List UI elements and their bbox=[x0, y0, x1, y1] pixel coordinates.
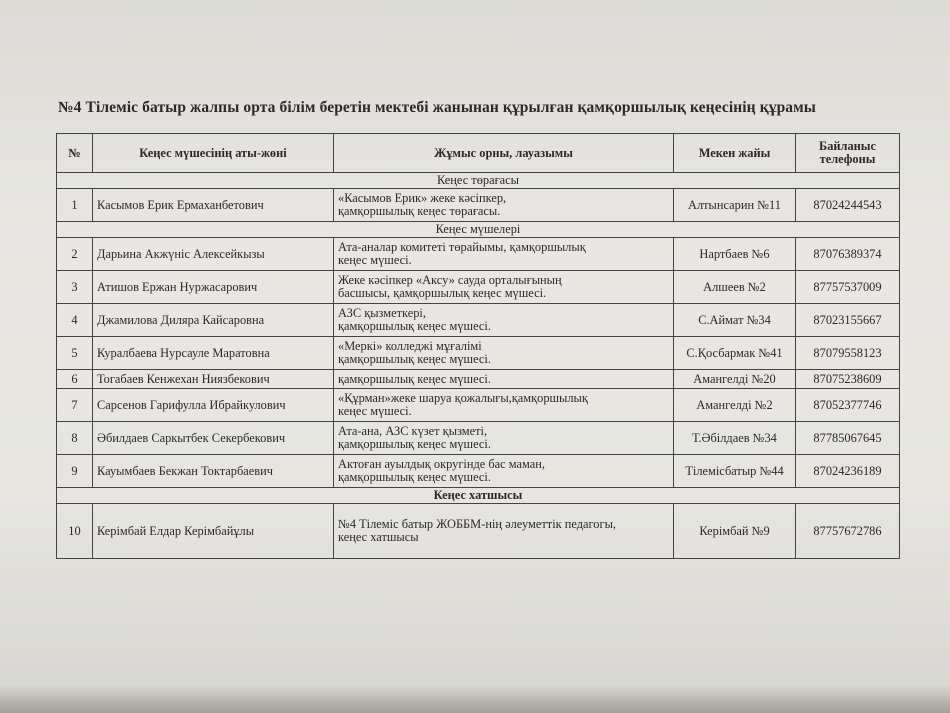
member-name: Куралбаева Нурсауле Маратовна bbox=[93, 337, 334, 370]
member-address: Амангелді №2 bbox=[674, 389, 796, 422]
section-title-secretary: Кеңес хатшысы bbox=[57, 488, 900, 504]
member-name: Дарьина Акжүніс Алексейкызы bbox=[93, 238, 334, 271]
member-job: Жеке кәсіпкер «Аксу» сауда орталығының басшысы, қамқоршылық кеңес мүшесі. bbox=[334, 271, 674, 304]
table-row: 3 Атишов Ержан Нуржасарович Жеке кәсіпкер «Аксу» сауда орталығының басшысы, қамқоршылық кеңес мүшесі. Алшеев №2 87757537009 bbox=[57, 271, 900, 304]
member-name: Атишов Ержан Нуржасарович bbox=[93, 271, 334, 304]
member-job: Ата-ана, АЗС күзет қызметі, қамқоршылық кеңес мүшесі. bbox=[334, 422, 674, 455]
member-phone: 87024236189 bbox=[796, 455, 900, 488]
member-job: «Меркі» колледжі мұғалімі қамқоршылық кеңес мүшесі. bbox=[334, 337, 674, 370]
table-row: 10 Керімбай Елдар Керімбайұлы №4 Тілеміс батыр ЖОББМ-нің әлеуметтік педагогы, кеңес хатшысы Керімбай №9 87757672786 bbox=[57, 504, 900, 559]
member-name: Әбилдаев Саркытбек Секербекович bbox=[93, 422, 334, 455]
table-row: 5 Куралбаева Нурсауле Маратовна «Меркі» колледжі мұғалімі қамқоршылық кеңес мүшесі. С.Қосбармак №41 87079558123 bbox=[57, 337, 900, 370]
member-job: «Құрман»жеке шаруа қожалығы,қамқоршылық кеңес мүшесі. bbox=[334, 389, 674, 422]
header-row bbox=[57, 134, 900, 173]
section-title-members: Кеңес мүшелері bbox=[57, 222, 900, 238]
table-row: 9 Кауымбаев Бекжан Токтарбаевич Актоған ауылдық округінде бас маман, қамқоршылық кеңес мүшесі. Тілемісбатыр №44 87024236189 bbox=[57, 455, 900, 488]
member-phone: 87757537009 bbox=[796, 271, 900, 304]
col-phone-header: Байланыс телефоны bbox=[796, 134, 900, 173]
member-address: Алшеев №2 bbox=[674, 271, 796, 304]
member-address: Керімбай №9 bbox=[674, 504, 796, 559]
table-row: 4 Джамилова Диляра Кайсаровна АЗС қызметкері, қамқоршылық кеңес мүшесі. С.Аймат №34 87023155667 bbox=[57, 304, 900, 337]
member-phone: 87076389374 bbox=[796, 238, 900, 271]
table-row: 2 Дарьина Акжүніс Алексейкызы Ата-аналар комитеті төрайымы, қамқоршылық кеңес мүшесі. Нартбаев №6 87076389374 bbox=[57, 238, 900, 271]
member-name: Кауымбаев Бекжан Токтарбаевич bbox=[93, 455, 334, 488]
member-phone: 87052377746 bbox=[796, 389, 900, 422]
member-phone: 87757672786 bbox=[796, 504, 900, 559]
table-row: 1 Касымов Ерик Ермаханбетович «Касымов Ерик» жеке кәсіпкер, қамқоршылық кеңес төрағасы. Алтынсарин №11 87024244543 bbox=[57, 189, 900, 222]
member-name: Джамилова Диляра Кайсаровна bbox=[93, 304, 334, 337]
member-address: Алтынсарин №11 bbox=[674, 189, 796, 222]
member-job: Ата-аналар комитеті төрайымы, қамқоршылық кеңес мүшесі. bbox=[334, 238, 674, 271]
member-address: Амангелді №20 bbox=[674, 370, 796, 389]
member-job: №4 Тілеміс батыр ЖОББМ-нің әлеуметтік педагогы, кеңес хатшысы bbox=[334, 504, 674, 559]
col-name-header: Кеңес мүшесінің аты-жөні bbox=[93, 134, 334, 173]
member-job: «Касымов Ерик» жеке кәсіпкер, қамқоршылық кеңес төрағасы. bbox=[334, 189, 674, 222]
member-address: С.Қосбармак №41 bbox=[674, 337, 796, 370]
member-name: Тогабаев Кенжехан Ниязбекович bbox=[93, 370, 334, 389]
col-job-header: Жұмыс орны, лауазымы bbox=[334, 134, 674, 173]
section-title-chair: Кеңес төрағасы bbox=[57, 173, 900, 189]
member-phone: 87075238609 bbox=[796, 370, 900, 389]
member-job: қамқоршылық кеңес мүшесі. bbox=[334, 370, 674, 389]
council-table bbox=[56, 133, 900, 559]
member-phone: 87785067645 bbox=[796, 422, 900, 455]
table-row: 6 Тогабаев Кенжехан Ниязбекович қамқоршылық кеңес мүшесі. Амангелді №20 87075238609 bbox=[57, 370, 900, 389]
member-address: Нартбаев №6 bbox=[674, 238, 796, 271]
section-row-members bbox=[57, 222, 900, 238]
member-phone: 87023155667 bbox=[796, 304, 900, 337]
member-phone: 87079558123 bbox=[796, 337, 900, 370]
member-job: АЗС қызметкері, қамқоршылық кеңес мүшесі. bbox=[334, 304, 674, 337]
section-row-secretary bbox=[57, 488, 900, 504]
page-edge-shadow bbox=[0, 685, 950, 713]
table-row: 8 Әбилдаев Саркытбек Секербекович Ата-ана, АЗС күзет қызметі, қамқоршылық кеңес мүшесі. Т.Әбілдаев №34 87785067645 bbox=[57, 422, 900, 455]
member-name: Сарсенов Гарифулла Ибрайкулович bbox=[93, 389, 334, 422]
col-address-header: Мекен жайы bbox=[674, 134, 796, 173]
member-address: Тілемісбатыр №44 bbox=[674, 455, 796, 488]
table-row: 7 Сарсенов Гарифулла Ибрайкулович «Құрман»жеке шаруа қожалығы,қамқоршылық кеңес мүшесі. Амангелді №2 87052377746 bbox=[57, 389, 900, 422]
member-address: С.Аймат №34 bbox=[674, 304, 796, 337]
document-title: №4 Тілеміс батыр жалпы орта білім беретін мектебі жанынан құрылған қамқоршылық кеңесінің құрамы bbox=[58, 99, 817, 116]
member-address: Т.Әбілдаев №34 bbox=[674, 422, 796, 455]
section-row-chair bbox=[57, 173, 900, 189]
member-name: Касымов Ерик Ермаханбетович bbox=[93, 189, 334, 222]
col-num-header: № bbox=[57, 134, 93, 173]
member-name: Керімбай Елдар Керімбайұлы bbox=[93, 504, 334, 559]
member-phone: 87024244543 bbox=[796, 189, 900, 222]
member-job: Актоған ауылдық округінде бас маман, қамқоршылық кеңес мүшесі. bbox=[334, 455, 674, 488]
